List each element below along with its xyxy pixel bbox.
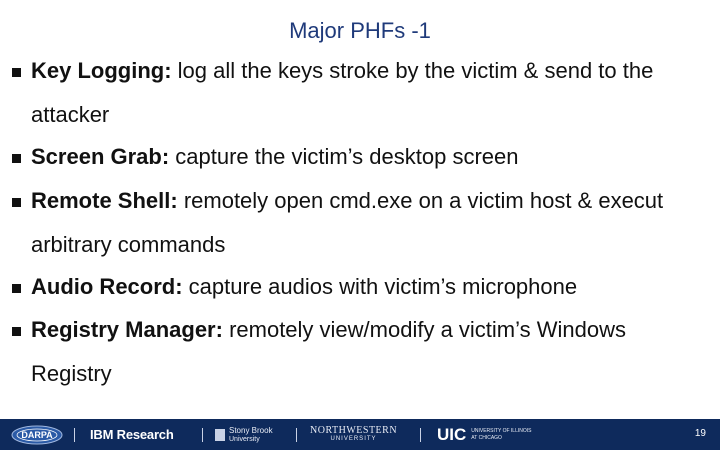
bullet-line	[31, 317, 626, 343]
bullet-line	[31, 144, 519, 170]
bullet-term: Screen Grab:	[31, 144, 170, 169]
stony-brook-text	[229, 426, 273, 444]
bullet-key-logging	[12, 58, 717, 130]
uic-text: UIC	[437, 424, 467, 444]
bullet-line	[31, 188, 663, 214]
stony-brook-name: Stony Brook	[229, 425, 273, 435]
bullet-text: remotely view/modify a victim’s Windows	[222, 317, 626, 342]
bullet-audio-record	[12, 274, 717, 304]
northwestern-university: UNIVERSITY	[330, 435, 377, 442]
bullet-line	[31, 274, 577, 300]
footer-separator	[420, 428, 421, 442]
bullet-term: Audio Record:	[31, 274, 183, 299]
bullet-line	[31, 58, 653, 84]
bullet-line-continued: Registry	[31, 361, 112, 386]
uic-subtitle	[471, 428, 531, 442]
bullet-square-icon	[12, 154, 21, 163]
bullet-text: capture audios with victim’s microphone	[182, 274, 578, 299]
stony-brook-emblem-icon	[215, 429, 225, 441]
darpa-logo-text: DARPA	[21, 429, 53, 440]
bullet-line-continued: arbitrary commands	[31, 232, 226, 257]
bullet-text: log all the keys stroke by the victim & send to the	[171, 58, 654, 83]
page-number: 19	[694, 428, 706, 439]
stony-brook-logo	[215, 419, 285, 450]
stony-brook-university: University	[229, 435, 260, 443]
bullet-remote-shell	[12, 188, 717, 260]
uic-subtitle-line2: AT CHICAGO	[471, 434, 502, 441]
slide-title: Major PHFs -1	[289, 18, 431, 43]
bullet-text: capture the victim’s desktop screen	[169, 144, 519, 169]
bullet-term: Remote Shell:	[31, 188, 178, 213]
northwestern-name: NORTHWESTERN	[310, 424, 398, 436]
uic-logo	[437, 419, 547, 450]
bullet-registry-manager	[12, 317, 717, 389]
bullet-text: remotely open cmd.exe on a victim host & execut	[177, 188, 664, 213]
ibm-research-text: IBM Research	[90, 427, 174, 442]
bullet-line-continued: attacker	[31, 102, 110, 127]
ibm-research-logo	[90, 419, 190, 450]
darpa-logo	[10, 419, 64, 450]
bullet-square-icon	[12, 327, 21, 336]
footer-separator	[202, 428, 203, 442]
footer-bar	[0, 419, 720, 450]
bullet-screen-grab	[12, 144, 717, 174]
footer-separator	[296, 428, 297, 442]
northwestern-text	[310, 426, 397, 444]
bullet-term: Registry Manager:	[31, 317, 223, 342]
footer-separator	[74, 428, 75, 442]
bullet-square-icon	[12, 68, 21, 77]
northwestern-logo	[310, 419, 410, 450]
bullet-square-icon	[12, 198, 21, 207]
bullet-square-icon	[12, 284, 21, 293]
uic-subtitle-line1: UNIVERSITY OF ILLINOIS	[471, 427, 532, 434]
bullet-term: Key Logging:	[31, 58, 172, 83]
